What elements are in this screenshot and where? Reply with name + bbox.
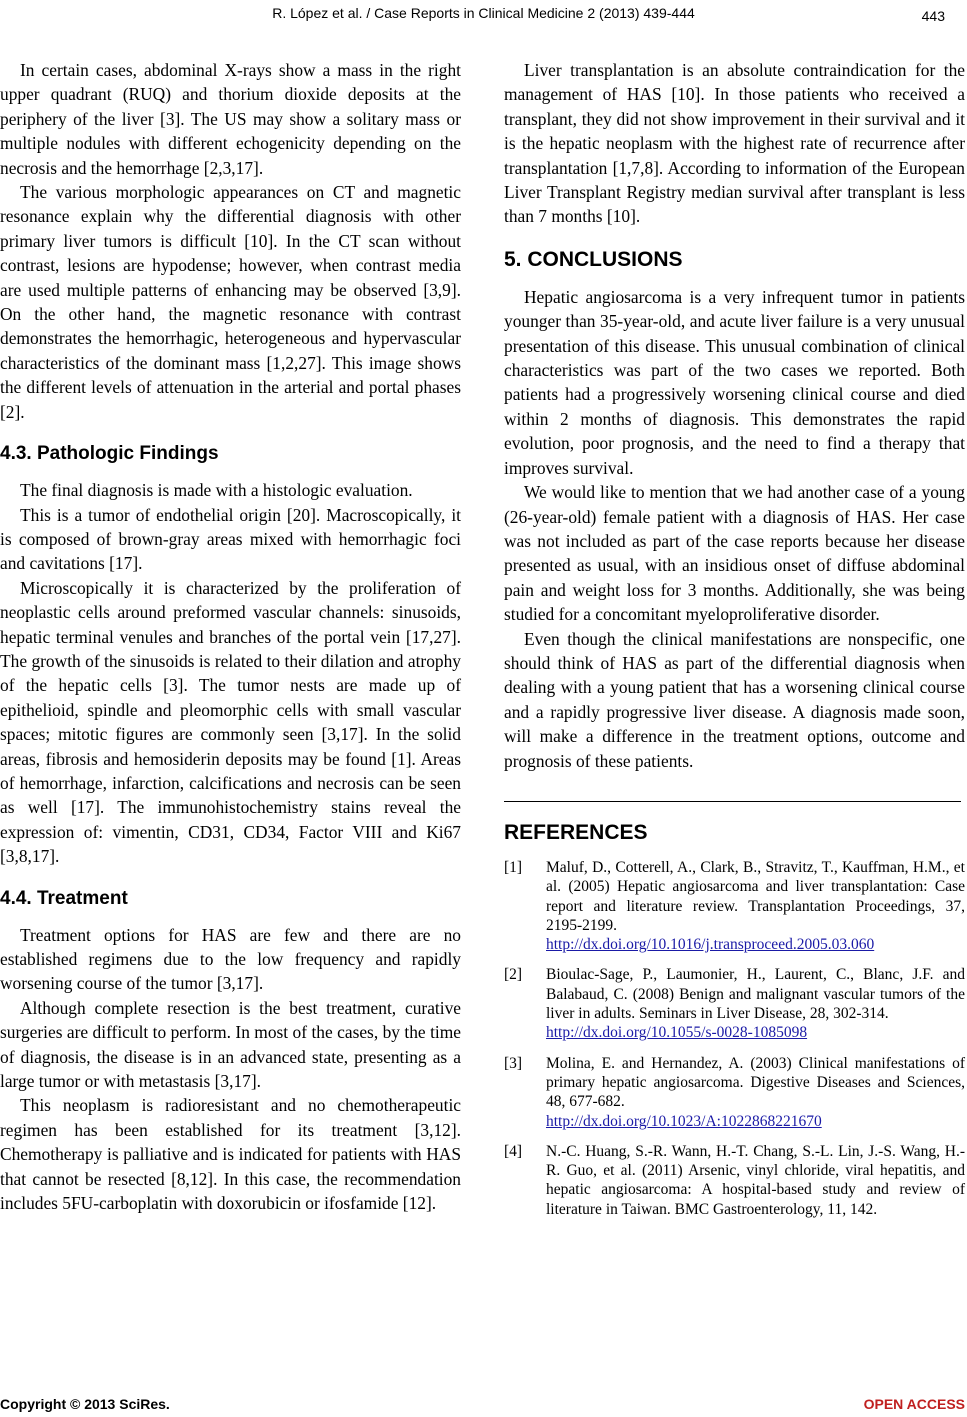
- reference-doi-link[interactable]: http://dx.doi.org/10.1016/j.transproceed.2005.03.060: [546, 936, 875, 954]
- left-column: [0, 58, 461, 1215]
- reference-text: N.-C. Huang, S.-R. Wann, H.-T. Chang, S.-L. Lin, J.-S. Wang, H.-R. Guo, et al. (2011) Arsenic, vinyl chloride, viral hepatitis, and hepatic angiosarcoma: A hospital-based study and review of literature in Taiwan. BMC Gastroenterology, 11, 142.: [546, 1142, 965, 1218]
- section-heading-pathologic-findings: 4.3. Pathologic Findings: [0, 443, 219, 465]
- paragraph: The various morphologic appearances on CT and magnetic resonance explain why the differential diagnosis with other primary liver tumors is difficult [10]. In the CT scan without contrast, lesions are hypodense; however, when contrast media are used multiple patterns of enhancing may be observed [3,9]. On the other hand, the magnetic resonance with contrast demonstrates the hemorrhagic, heterogeneous and hypervascular characteristics of the dominant mass [1,2,27]. This image shows the different levels of attenuation in the arterial and portal phases [2].: [0, 182, 461, 422]
- reference-item: [504, 1054, 965, 1131]
- reference-text: Maluf, D., Cotterell, A., Clark, B., Stravitz, T., Kauffman, H.M., et al. (2005) Hepatic angiosarcoma and liver transplantation: Case report and literature review. Transplantation Proceedings, 37, 2195-2199.: [546, 858, 965, 934]
- paragraph: Liver transplantation is an absolute contraindication for the management of HAS [10]. In those patients who received a transplant, they did not show improvement in their survival and it is the hepatic neoplasm with the highest rate of recurrence after transplantation [1,7,8]. According to information of the European Liver Transplant Registry median survival after transplant is less than 7 months [10].: [504, 60, 965, 227]
- section-heading-conclusions: 5. CONCLUSIONS: [504, 247, 683, 271]
- running-header: [0, 0, 967, 26]
- reference-number: [1]: [504, 858, 523, 876]
- page-number: 443: [921, 8, 945, 24]
- divider: [504, 801, 961, 802]
- reference-text: Molina, E. and Hernandez, A. (2003) Clinical manifestations of primary hepatic angiosarcoma. Digestive Diseases and Sciences, 48, 677-682.: [546, 1054, 965, 1111]
- paragraph: Microscopically it is characterized by the proliferation of neoplastic cells around preformed vascular channels: sinusoids, hepatic terminal venules and branches of the portal vein [17,27]. The growth of the sinusoids is related to their dilation and atrophy of the hepatic cells [3]. The tumor nests are made up of epithelioid, spindle and pleomorphic cells with small vascular spaces; mitotic figures are commonly seen [3,17]. In the solid areas, fibrosis and hemosiderin deposits may be found [1]. Areas of hemorrhage, infarction, calcifications and necrosis can be seen as well [17]. The immunohistochemistry stains reveal the expression of: vimentin, CD31, CD34, Factor VIII and Ki67 [3,8,17].: [0, 577, 461, 867]
- paragraph: Although complete resection is the best treatment, curative surgeries are difficult to perform. In most of the cases, by the time of diagnosis, the disease is in an advanced state, presenting as a large tumor or with metastasis [3,17].: [0, 997, 461, 1092]
- reference-number: [3]: [504, 1054, 523, 1072]
- reference-text: Bioulac-Sage, P., Laumonier, H., Laurent, C., Blanc, J.F. and Balabaud, C. (2008) Benign and malignant vascular tumors of the liver in adults. Seminars in Liver Disease, 28, 302-314.: [546, 966, 965, 1023]
- section-heading-treatment: 4.4. Treatment: [0, 887, 128, 909]
- reference-doi-link[interactable]: http://dx.doi.org/10.1055/s-0028-1085098: [546, 1024, 808, 1042]
- reference-doi-link[interactable]: http://dx.doi.org/10.1023/A:1022868221670: [546, 1112, 822, 1130]
- reference-number: [4]: [504, 1142, 523, 1160]
- paragraph: The final diagnosis is made with a histologic evaluation.: [20, 480, 413, 501]
- paragraph: In certain cases, abdominal X-rays show a mass in the right upper quadrant (RUQ) and thorium dioxide deposits at the periphery of the liver [3]. The US may show a solitary mass or multiple nodules with different echogenicity depending on the necrosis and the hemorrhage [2,3,17].: [0, 60, 461, 178]
- open-access-badge: OPEN ACCESS: [863, 1396, 965, 1412]
- reference-item: [504, 965, 965, 1042]
- paragraph: Hepatic angiosarcoma is a very infrequent tumor in patients younger than 35-year-old, and acute liver failure is a very unusual presentation of this disease. This unusual combination of clinical characteristics was part of the two cases we reported. Both patients had a progressively worsening clinical course and died within 2 months of diagnosis. This demonstrates the rapid evolution, poor prognosis, and the need to find a therapy that improves survival.: [504, 286, 965, 478]
- paragraph: This neoplasm is radioresistant and no chemotherapeutic regimen has been established for its treatment [3,12]. Chemotherapy is palliative and is indicated for patients with HAS that cannot be resected [8,12]. In this case, the recommendation includes 5FU-carboplatin with doxorubicin or ifosfamide [12].: [0, 1095, 461, 1214]
- paragraph: This is a tumor of endothelial origin [20]. Macroscopically, it is composed of brown-gray areas mixed with hemorrhagic foci and cavitations [17].: [0, 504, 461, 574]
- paragraph: Treatment options for HAS are few and there are no established regimens due to the low frequency and rapidly worsening course of the tumor [3,17].: [0, 924, 461, 994]
- right-column: [504, 58, 965, 1230]
- paragraph: Even though the clinical manifestations are nonspecific, one should think of HAS as part of the differential diagnosis when dealing with a young patient that has a worsening clinical course and a rapidly progressive liver disease. A diagnosis made soon, will make a difference in the treatment options, outcome and prognosis of these patients.: [504, 628, 965, 771]
- running-title: R. López et al. / Case Reports in Clinical Medicine 2 (2013) 439-444: [272, 5, 695, 21]
- paragraph: We would like to mention that we had another case of a young (26-year-old) female patient with a diagnosis of HAS. Her case was not included as part of the case reports because her disease presented as usual, with an insidious onset of diffuse abdominal pain and weight loss for 3 months. Additionally, she was being studied for a concomitant myeloproliferative disorder.: [504, 482, 965, 625]
- reference-number: [2]: [504, 966, 523, 984]
- copyright-notice: Copyright © 2013 SciRes.: [0, 1396, 170, 1412]
- references-heading: REFERENCES: [504, 820, 648, 844]
- reference-item: [504, 858, 965, 954]
- reference-item: [504, 1142, 965, 1219]
